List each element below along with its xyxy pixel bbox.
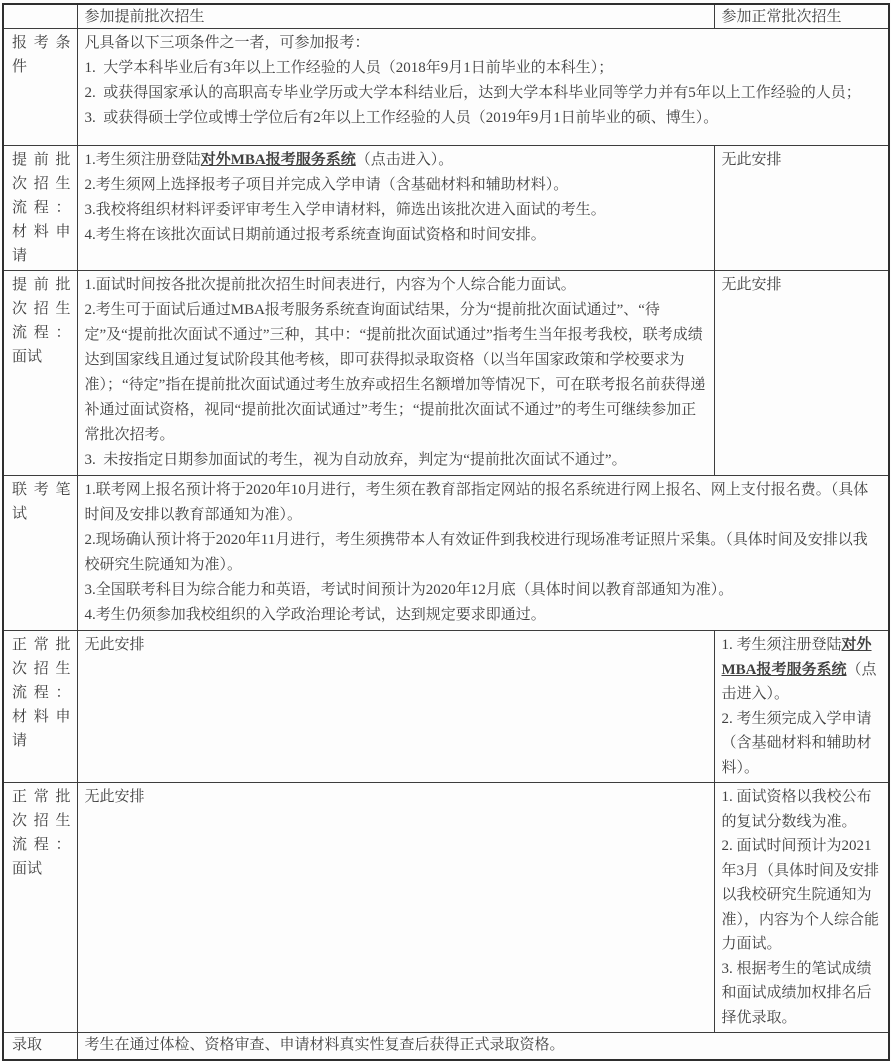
paragraph: 3. 根据考生的笔试成绩和面试成绩加权排名后择优录取。 <box>721 960 872 1026</box>
header-row <box>3 4 889 29</box>
paragraph: 3. 未按指定日期参加面试的考生，视为自动放弃，判定为“提前批次面试不通过”。 <box>84 452 627 468</box>
mba-admissions-table <box>2 3 890 1061</box>
paragraph: 3.我校将组织材料评委评审考生入学申请材料，筛选出该批次进入面试的考生。 <box>84 202 606 218</box>
paragraph <box>722 633 881 707</box>
mba-system-link[interactable]: 对外MBA报考服务系统 <box>200 152 356 168</box>
paragraph: 2.现场确认预计将于2020年11月进行，考生须携带本人有效证件到我校进行现场准考证照片采集。（具体时间及安排以我校研究生院通知为准）。 <box>84 532 868 573</box>
normal-interview-early-cell: 无此安排 <box>77 783 714 1033</box>
row-normal-materials <box>3 631 889 783</box>
paragraph <box>85 148 706 173</box>
paragraph: 2.考生可于面试后通过MBA报考服务系统查询面试结果，分为“提前批次面试通过”、“待定”及“提前批次面试不通过”三种，其中：“提前批次面试通过”指考生当年报考我校，联考成绩达到国家线且通过复试阶段其他考核，即可获得拟录取资格（以当年国家政策和学校要求为准）；“待定”指在提前批次面试通过考生放弃或招生名额增加等情况下，可在联考报名前获得递补通过面试资格，视同“提前批次面试通过”考生；“提前批次面试不通过”的考生可继续参加正常批次招考。 <box>84 302 706 443</box>
paragraph: 3. 或获得硕士学位或博士学位后有2年以上工作经验的人员（2019年9月1日前毕业的硕、博生）。 <box>84 110 719 126</box>
early-interview-content-cell <box>77 271 714 476</box>
row-normal-interview <box>3 783 889 1033</box>
header-normal-batch: 参加正常批次招生 <box>714 4 889 29</box>
early-materials-normal-cell: 无此安排 <box>714 146 889 271</box>
paragraph: 2.考生须网上选择报考子项目并完成入学申请（含基础材料和辅助材料）。 <box>84 177 569 193</box>
paragraph: 考生在通过体检、资格审查、申请材料真实性复查后获得正式录取资格。 <box>84 1037 565 1053</box>
paragraph: 1. 大学本科毕业后有3年以上工作经验的人员（2018年9月1日前毕业的本科生）； <box>84 60 614 76</box>
header-empty-cell <box>3 4 77 29</box>
early-materials-content-cell <box>77 146 714 271</box>
paragraph: 凡具备以下三项条件之一者，可参加报考： <box>84 35 370 51</box>
row-label-eligibility: 报考条件 <box>3 29 77 146</box>
paragraph: 2. 考生须完成入学申请（含基础材料和辅助材料）。 <box>721 710 872 776</box>
row-label-normal-interview: 正常批次招生流程：面试 <box>3 783 77 1033</box>
row-label-early-materials: 提前批次招生流程：材料申请 <box>3 146 77 271</box>
row-label-admission: 录取 <box>3 1033 77 1060</box>
early-interview-normal-cell: 无此安排 <box>714 271 889 476</box>
paragraph: 3.全国联考科目为综合能力和英语，考试时间预计为2020年12月底（具体时间以教育部通知为准）。 <box>84 582 734 598</box>
paragraph: 2. 或获得国家承认的高职高专毕业学历或大学本科结业后，达到大学本科毕业同等学力并有5年以上工作经验的人员； <box>84 85 861 101</box>
mba-system-link[interactable]: 对外MBA报考服务系统 <box>721 637 872 678</box>
row-label-early-interview: 提前批次招生流程：面试 <box>3 271 77 476</box>
row-early-materials <box>3 146 889 271</box>
paragraph: 4.考生将在该批次面试日期前通过报考系统查询面试资格和时间安排。 <box>84 227 546 243</box>
row-written-exam <box>3 476 889 631</box>
admission-content-cell <box>77 1033 889 1060</box>
link-prefix: 1.考生须注册登陆 <box>84 152 201 168</box>
row-label-written-exam: 联考笔试 <box>3 476 77 631</box>
row-admission <box>3 1033 889 1060</box>
paragraph: 1.联考网上报名预计将于2020年10月进行，考生须在教育部指定网站的报名系统进行网上报名、网上支付报名费。（具体时间及安排以教育部通知为准）。 <box>84 482 869 523</box>
normal-materials-content-cell <box>714 631 889 783</box>
row-eligibility <box>3 29 889 146</box>
row-early-interview <box>3 271 889 476</box>
row-label-normal-materials: 正常批次招生流程：材料申请 <box>3 631 77 783</box>
link-suffix: （点击进入）。 <box>721 661 877 702</box>
paragraph: 1.面试时间按各批次提前批次招生时间表进行，内容为个人综合能力面试。 <box>84 277 576 293</box>
link-suffix: （点击进入）。 <box>355 152 454 168</box>
eligibility-content-cell <box>77 29 889 146</box>
paragraph: 1. 面试资格以我校公布的复试分数线为准。 <box>721 789 872 830</box>
normal-interview-content-cell <box>714 783 889 1033</box>
link-prefix: 1. 考生须注册登陆 <box>721 637 842 653</box>
written-exam-content-cell <box>77 476 889 631</box>
paragraph: 2. 面试时间预计为2021年3月（具体时间及安排以我校研究生院通知为准），内容为个人综合能力面试。 <box>721 838 880 952</box>
header-early-batch: 参加提前批次招生 <box>77 4 714 29</box>
paragraph: 4.考生仍须参加我校组织的入学政治理论考试，达到规定要求即通过。 <box>84 607 546 623</box>
normal-materials-early-cell: 无此安排 <box>77 631 714 783</box>
